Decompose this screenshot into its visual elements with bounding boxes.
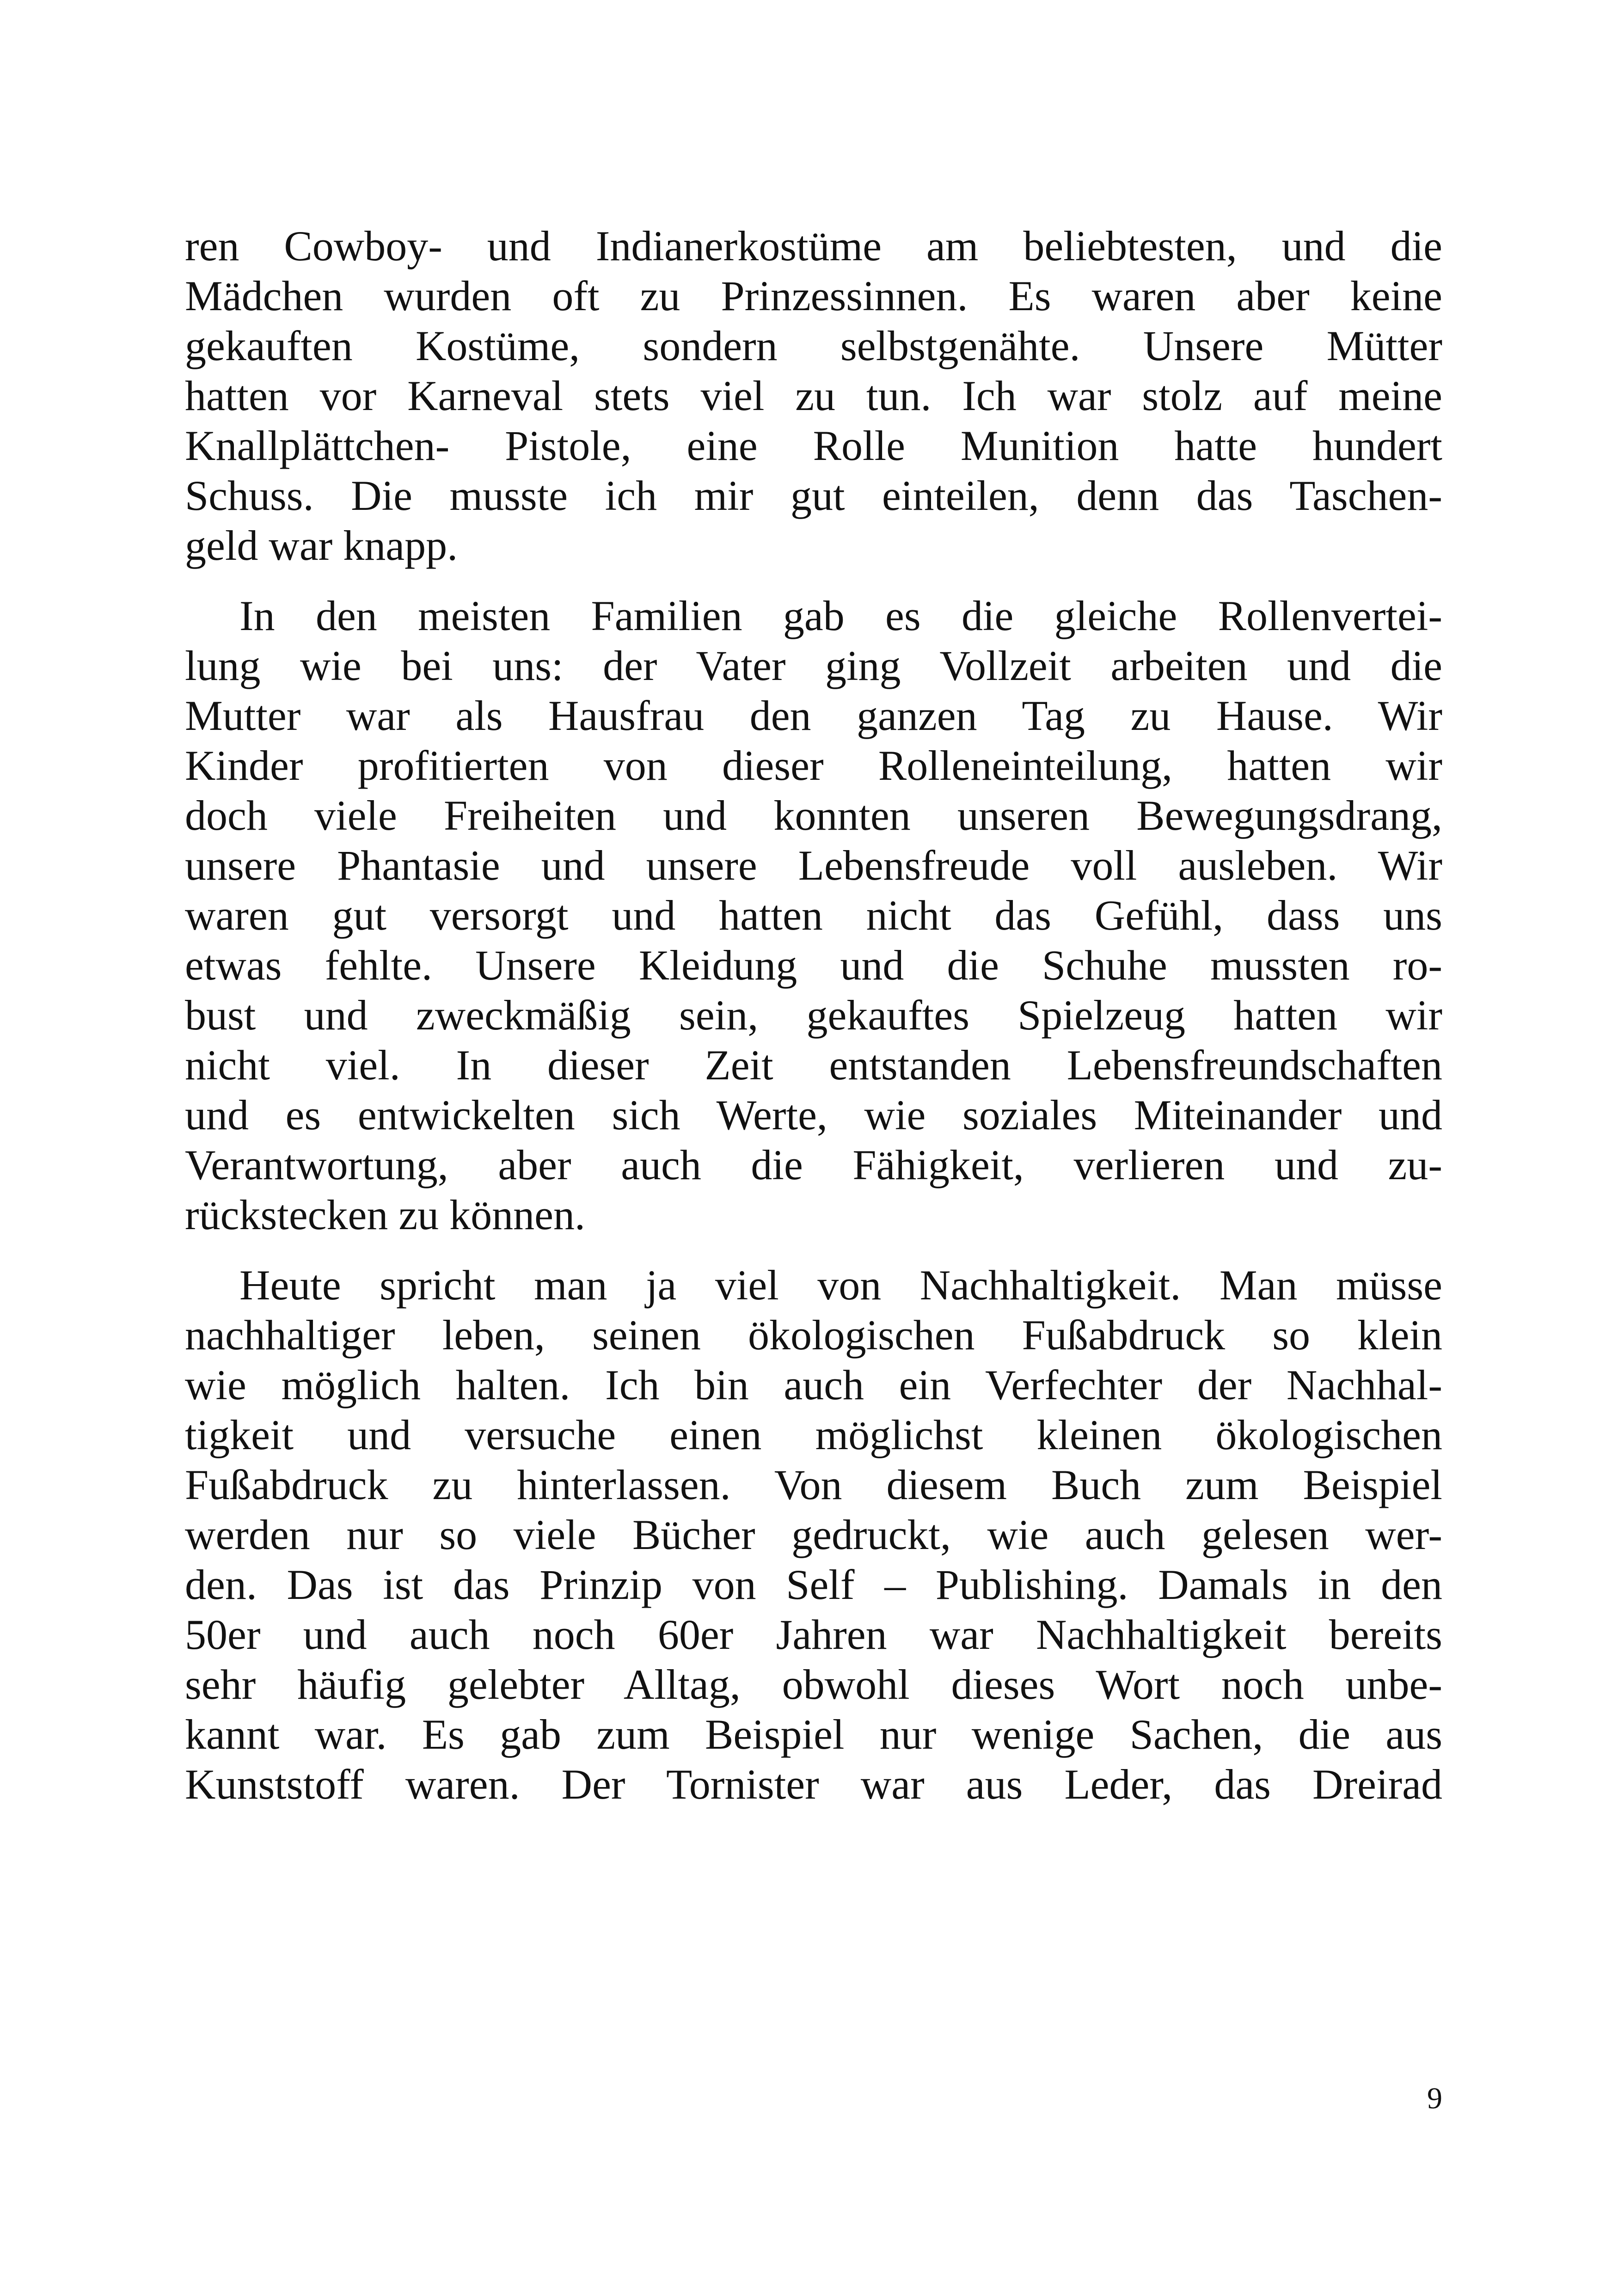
text-line: wie möglich halten. Ich bin auch ein Verfechter der Nachhal- <box>185 1361 1442 1408</box>
text-line: Fußabdruck zu hinterlassen. Von diesem Buch zum Beispiel <box>185 1461 1442 1508</box>
text-line: lung wie bei uns: der Vater ging Vollzeit arbeiten und die <box>185 642 1442 689</box>
paragraph-2 <box>185 591 1442 1240</box>
text-line: sehr häufig gelebter Alltag, obwohl dieses Wort noch unbe- <box>185 1661 1442 1708</box>
text-line: Knallplättchen- Pistole, eine Rolle Munition hatte hundert <box>185 422 1442 469</box>
text-line: Mädchen wurden oft zu Prinzessinnen. Es waren aber keine <box>185 272 1442 319</box>
text-line: In den meisten Familien gab es die gleiche Rollenvertei- <box>239 592 1442 639</box>
text-line: geld war knapp. <box>185 522 458 569</box>
paragraph-3 <box>185 1260 1442 1809</box>
page-number: 9 <box>1427 2082 1442 2115</box>
text-line: und es entwickelten sich Werte, wie soziales Miteinander und <box>185 1091 1442 1139</box>
text-line: Verantwortung, aber auch die Fähigkeit, verlieren und zu- <box>185 1141 1442 1188</box>
text-line: ren Cowboy- und Indianerkostüme am beliebtesten, und die <box>185 222 1442 269</box>
text-line: gekauften Kostüme, sondern selbstgenähte. Unsere Mütter <box>185 322 1442 369</box>
text-line: hatten vor Karneval stets viel zu tun. Ich war stolz auf meine <box>185 372 1442 419</box>
text-line: unsere Phantasie und unsere Lebensfreude voll ausleben. Wir <box>185 842 1442 889</box>
text-line: bust und zweckmäßig sein, gekauftes Spielzeug hatten wir <box>185 992 1442 1039</box>
text-line: Kunststoff waren. Der Tornister war aus Leder, das Dreirad <box>185 1761 1442 1808</box>
text-line: kannt war. Es gab zum Beispiel nur wenige Sachen, die aus <box>185 1711 1442 1758</box>
text-line: tigkeit und versuche einen möglichst kleinen ökologischen <box>185 1411 1442 1458</box>
text-line: Kinder profitierten von dieser Rolleneinteilung, hatten wir <box>185 742 1442 789</box>
text-line: werden nur so viele Bücher gedruckt, wie auch gelesen wer- <box>185 1511 1442 1558</box>
text-line: rückstecken zu können. <box>185 1191 586 1238</box>
text-line: Heute spricht man ja viel von Nachhaltigkeit. Man müsse <box>239 1261 1442 1309</box>
text-line: etwas fehlte. Unsere Kleidung und die Schuhe mussten ro- <box>185 942 1442 989</box>
book-page-body <box>185 221 1442 1830</box>
text-line: 50er und auch noch 60er Jahren war Nachhaltigkeit bereits <box>185 1611 1442 1658</box>
text-line: den. Das ist das Prinzip von Self – Publishing. Damals in den <box>185 1561 1442 1608</box>
text-line: Schuss. Die musste ich mir gut einteilen, denn das Taschen- <box>185 472 1442 519</box>
text-line: nachhaltiger leben, seinen ökologischen Fußabdruck so klein <box>185 1311 1442 1359</box>
text-line: waren gut versorgt und hatten nicht das Gefühl, dass uns <box>185 892 1442 939</box>
text-line: Mutter war als Hausfrau den ganzen Tag zu Hause. Wir <box>185 692 1442 739</box>
text-line: doch viele Freiheiten und konnten unseren Bewegungsdrang, <box>185 792 1442 839</box>
text-line: nicht viel. In dieser Zeit entstanden Lebensfreundschaften <box>185 1041 1442 1089</box>
paragraph-1 <box>185 221 1442 570</box>
